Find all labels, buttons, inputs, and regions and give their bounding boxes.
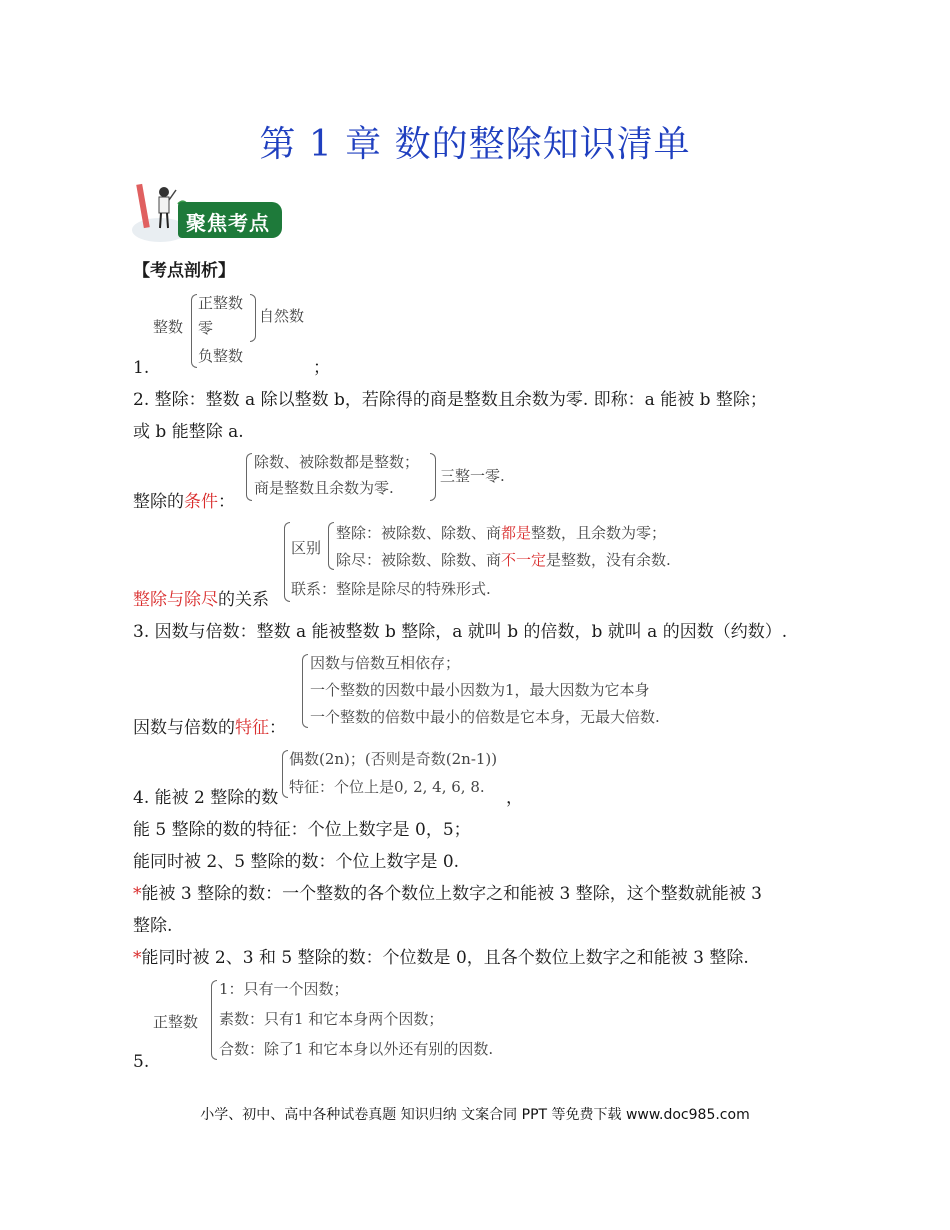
item-number-1: 1.	[133, 358, 150, 378]
divisible-by-3-cont: 整除.	[133, 916, 173, 936]
divisible-by-3: *能被 3 整除的数：一个整数的各个数位上数字之和能被 3 整除，这个整数就能被 3	[133, 884, 762, 904]
left-brace	[282, 750, 288, 798]
difference-label: 区别	[291, 539, 322, 557]
divisible-by-2-label: 4. 能被 2 整除的数	[133, 788, 279, 808]
divisibility-definition-cont: 或 b 能整除 a.	[133, 422, 244, 442]
condition-summary: 三整一零.	[440, 467, 505, 485]
right-brace	[430, 453, 436, 501]
condition-row-2: 商是整数且余数为零.	[254, 479, 394, 497]
feature-row-3: 一个整数的倍数中最小的倍数是它本身，无最大倍数.	[310, 708, 660, 726]
composite-row: 合数：除了1 和它本身以外还有别的因数.	[219, 1040, 494, 1058]
natural-number-label: 自然数	[259, 307, 305, 325]
condition-label: 整除的条件：	[133, 492, 235, 512]
condition-row-1: 除数、被除数都是整数；	[254, 453, 420, 471]
branch-negative: 负整数	[198, 347, 244, 365]
left-brace	[246, 453, 252, 501]
prime-row: 素数：只有1 和它本身两个因数；	[219, 1010, 444, 1028]
left-brace	[284, 522, 290, 602]
left-brace	[191, 294, 197, 368]
page-title: 第 1 章 数的整除知识清单	[259, 124, 691, 165]
divisible-by-5: 能 5 整除的数的特征：个位上数字是 0，5；	[133, 820, 471, 840]
feature-row-1: 因数与倍数互相依存；	[310, 654, 461, 672]
left-brace	[211, 980, 217, 1060]
left-brace	[302, 654, 308, 728]
divisible-by-2-and-5: 能同时被 2、5 整除的数：个位上数字是 0.	[133, 852, 460, 872]
relation-link: 联系：整除是除尽的特殊形式.	[291, 580, 491, 598]
item1-end: ；	[313, 358, 330, 378]
divisibility-definition: 2. 整除：整数 a 除以整数 b，若除得的商是整数且余数为零. 即称：a 能被 b 整除；	[133, 390, 767, 410]
item4-end: ，	[506, 788, 523, 808]
factor-multiple-definition: 3. 因数与倍数：整数 a 能被整数 b 整除，a 就叫 b 的倍数，b 就叫 a 的因数（约数）.	[133, 622, 788, 642]
focus-badge	[130, 180, 285, 246]
positive-integer-label: 正整数	[153, 1013, 199, 1031]
section-heading: 【考点剖析】	[133, 261, 235, 281]
left-brace	[328, 522, 334, 570]
integer-label: 整数	[153, 318, 184, 336]
relation-row-divisible: 整除：被除数、除数、商都是整数，且余数为零；	[336, 524, 667, 542]
even-row: 偶数(2n)；(否则是奇数(2n-1))	[289, 750, 498, 768]
feature-row-2: 一个整数的因数中最小因数为1，最大因数为它本身	[310, 681, 650, 699]
item-number-5: 5.	[133, 1052, 150, 1072]
divisible-by-2-3-5: *能同时被 2、3 和 5 整除的数：个位数是 0，且各个数位上数字之和能被 3 整除.	[133, 948, 749, 968]
right-brace	[250, 294, 256, 342]
even-feature-row: 特征：个位上是0, 2, 4, 6, 8.	[289, 778, 485, 796]
badge-label: 聚焦考点	[186, 211, 270, 235]
feature-label: 因数与倍数的特征：	[133, 718, 286, 738]
page-footer: 小学、初中、高中各种试卷真题 知识归纳 文案合同 PPT 等免费下载 www.doc985.com	[200, 1107, 750, 1123]
branch-positive: 正整数	[198, 294, 244, 312]
relation-label: 整除与除尽的关系	[133, 590, 269, 610]
one-row: 1：只有一个因数；	[219, 980, 349, 998]
relation-row-exact: 除尽：被除数、除数、商不一定是整数，没有余数.	[336, 551, 671, 569]
branch-zero: 零	[198, 319, 214, 337]
